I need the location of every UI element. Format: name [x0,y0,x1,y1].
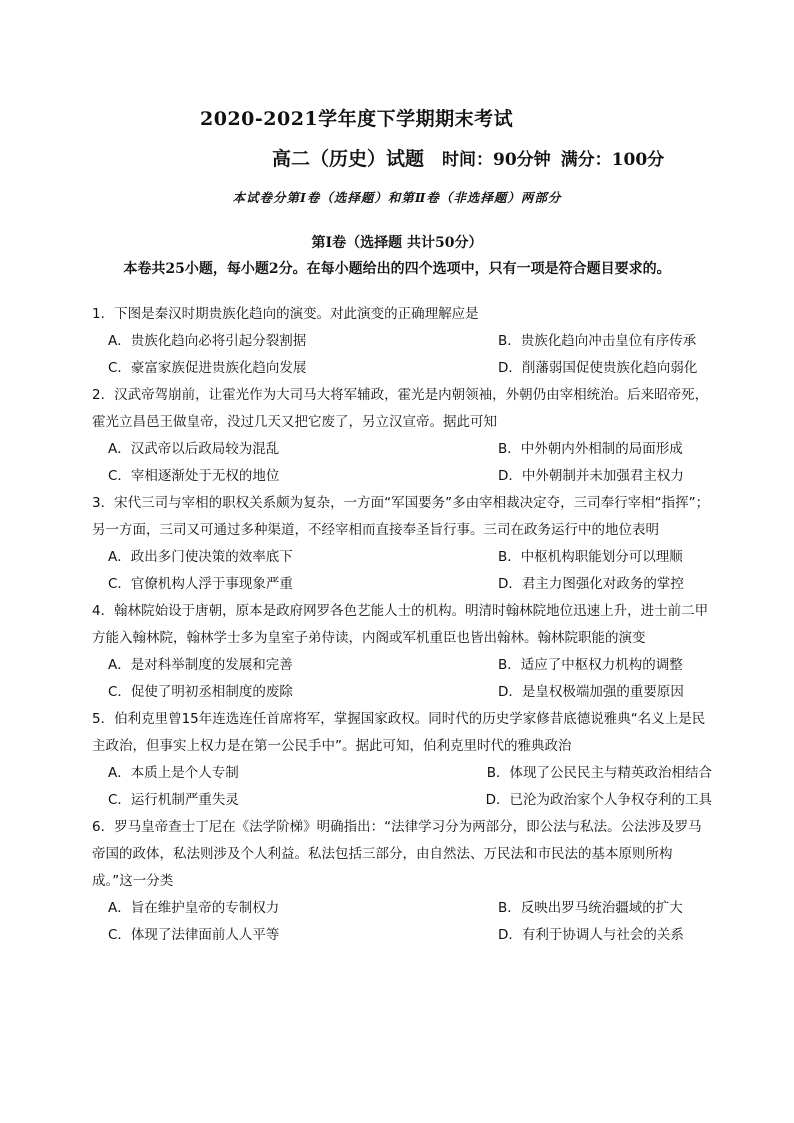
option-a: A．汉武帝以后政局较为混乱 [108,441,280,457]
option-a: A．本质上是个人专制 [108,765,239,781]
option-c: C．促使了明初丞相制度的废除 [108,684,293,700]
option-a: A．政出多门使决策的效率底下 [108,549,293,565]
option-b: B．反映出罗马统治疆域的扩大 [498,900,683,916]
option-d: D．是皇权极端加强的重要原因 [498,684,684,700]
option-row [92,787,712,814]
question-stem: 2．汉武帝驾崩前，让霍光作为大司马大将军辅政，霍光是内朝领袖，外朝仍由宰相统治。后来昭帝死，霍光立昌邑王做皇帝，没过几天又把它废了，另立汉宣帝。据此可知 [92,387,709,430]
option-row [92,895,712,922]
question-2 [92,382,712,490]
option-b: B．贵族化趋向冲击皇位有序传承 [498,333,697,349]
exam-subtitle-line [272,144,664,171]
question-stem: 3．宋代三司与宰相的职权关系颇为复杂，一方面“军国要务”多由宰相裁决定夺，三司奉行宰相“指挥”；另一方面，三司又可通过多种渠道，不经宰相而直接奉圣旨行事。三司在政务运行中的地位表明 [92,495,710,538]
option-b: B．体现了公民民主与精英政治相结合 [486,765,712,781]
option-d: D．君主力图强化对政务的掌控 [498,576,684,592]
option-row [92,679,712,706]
exam-title: 2020-2021学年度下学期期末考试 [200,108,514,130]
paper-structure-note: 本试卷分第Ⅰ卷（选择题）和第Ⅱ卷（非选择题）两部分 [232,190,562,205]
question-5 [92,706,712,814]
option-d: D．中外朝制并未加强君主权力 [498,468,684,484]
option-d: D．有利于协调人与社会的关系 [498,927,684,943]
option-c: C．官僚机构人浮于事现象严重 [108,576,293,592]
option-d: D．削藩弱国促使贵族化趋向弱化 [498,360,698,376]
question-stem: 4．翰林院始设于唐朝，原本是政府网罗各色艺能人士的机构。明清时翰林院地位迅速上升，进士前二甲方能入翰林院，翰林学士多为皇室子弟侍读，内阁或军机重臣也皆出翰林。翰林院职能的演变 [92,603,709,646]
question-stem: 5．伯利克里曾15年连选连任首席将军，掌握国家政权。同时代的历史学家修昔底德说雅典“名义上是民主政治，但事实上权力是在第一公民手中”。据此可知，伯利克里时代的雅典政治 [92,711,706,754]
option-a: A．贵族化趋向必将引起分裂割据 [108,333,307,349]
exam-time: 时间：90分钟 [442,150,551,170]
option-b: B．适应了中枢权力机构的调整 [498,657,683,673]
question-6 [92,814,712,949]
option-row [92,463,712,490]
option-row [92,652,712,679]
full-score: 满分：100分 [560,150,665,170]
section-instructions: 本卷共25小题，每小题2分。在每小题给出的四个选项中，只有一项是符合题目要求的。 [123,261,671,277]
section-title: 第Ⅰ卷（选择题 共计50分） [311,235,483,251]
option-d: D．已沦为政治家个人争权夺利的工具 [485,792,712,808]
question-stem: 1．下图是秦汉时期贵族化趋向的演变。对此演变的正确理解应是 [92,306,479,322]
option-a: A．旨在维护皇帝的专制权力 [108,900,280,916]
option-row [92,760,712,787]
question-3 [92,490,712,598]
option-row [92,544,712,571]
option-b: B．中外朝内外相制的局面形成 [498,441,683,457]
option-row [92,328,712,355]
question-1 [92,301,712,382]
question-list [92,301,712,949]
option-c: C．豪富家族促进贵族化趋向发展 [108,360,307,376]
option-b: B．中枢机构职能划分可以理顺 [498,549,683,565]
question-stem: 6．罗马皇帝查士丁尼在《法学阶梯》明确指出：“法律学习分为两部分，即公法与私法。公法涉及罗马帝国的政体，私法则涉及个人利益。私法包括三部分，由自然法、万民法和市民法的基本原则所构成。”这一分类 [92,819,702,889]
option-c: C．宰相逐渐处于无权的地位 [108,468,280,484]
option-c: C．体现了法律面前人人平等 [108,927,280,943]
option-a: A．是对科举制度的发展和完善 [108,657,293,673]
option-row [92,922,712,949]
option-row [92,436,712,463]
question-4 [92,598,712,706]
option-row [92,355,712,382]
subject-title: 高二（历史）试题 [272,148,425,170]
option-c: C．运行机制严重失灵 [108,792,239,808]
option-row [92,571,712,598]
